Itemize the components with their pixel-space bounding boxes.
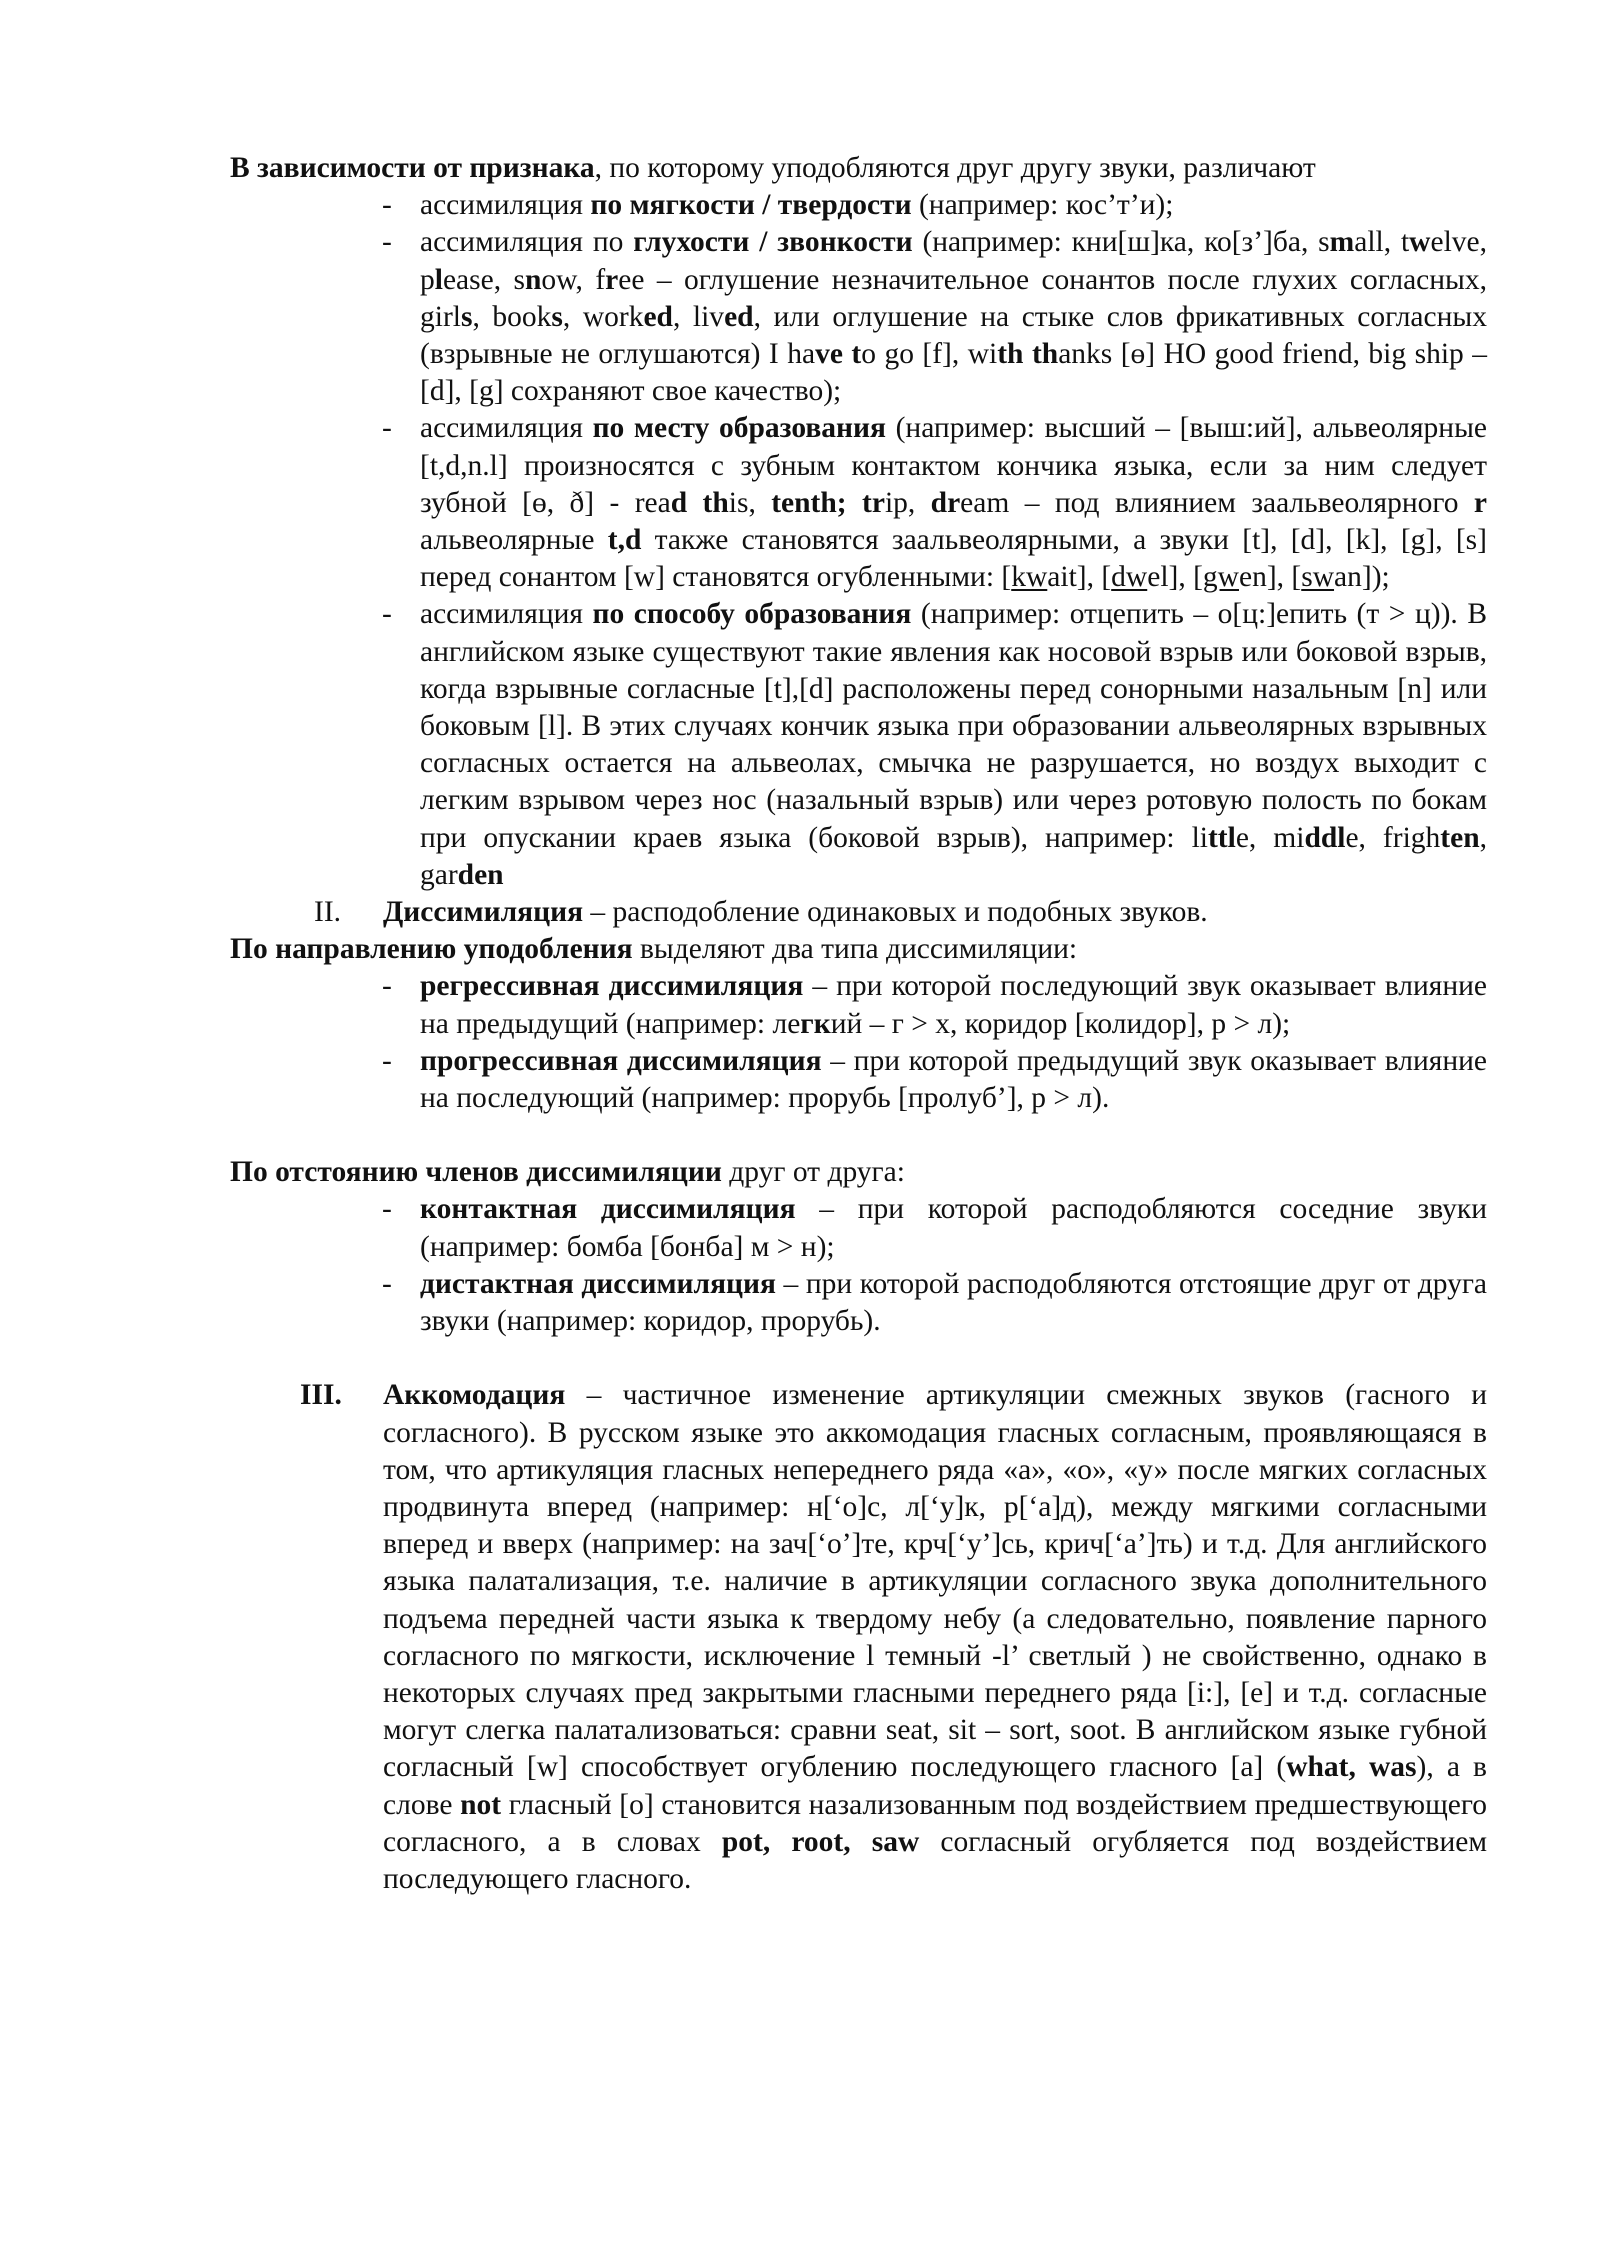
bold-run: w <box>1409 226 1431 259</box>
list-item <box>420 410 1487 596</box>
bold-run: th <box>997 338 1024 371</box>
bold-run: n <box>524 263 542 296</box>
bold-run: прогрессивная диссимиляция <box>420 1044 822 1077</box>
text-run: ий – г > х, коридор [колидор], р > л); <box>830 1007 1291 1040</box>
bold-run: по мягкости / твердости <box>590 189 912 222</box>
list-item <box>420 968 1487 1042</box>
text-run: ), а в слове <box>383 1751 1487 1821</box>
list-item <box>420 596 1487 894</box>
intro-text: , по которому уподобляются друг другу звуки, различают <box>594 152 1316 184</box>
bold-run: ed <box>724 300 754 333</box>
bold-run: r <box>1473 486 1488 519</box>
text-run: ассимиляция <box>420 412 593 445</box>
text-run: – при которой расподобляются соседние звуки (например: бомба [бонба] м > н); <box>420 1193 1487 1263</box>
text-run: – при которой расподобляются отстоящие друг от друга звуки (например: коридор, прорубь). <box>420 1267 1488 1338</box>
text-run: ease, s <box>442 263 525 296</box>
text-run: ow, f <box>541 263 606 296</box>
underlined-run: dw <box>1111 561 1148 594</box>
distance-paragraph <box>230 1154 1487 1191</box>
text-run: o go [f], wi <box>861 338 998 371</box>
text-run: el], [ <box>1147 561 1203 594</box>
distance-text: друг от друга: <box>721 1156 905 1189</box>
text-run: elve, p <box>420 226 1487 296</box>
list-item <box>420 1043 1487 1117</box>
text-run: ait], [ <box>1047 561 1112 594</box>
bold-run: глухости / звонкости <box>633 226 913 259</box>
bold-run: гк <box>800 1007 831 1040</box>
intro-bold: В зависимости от признака <box>230 152 595 184</box>
text-run: en], [ <box>1238 561 1302 594</box>
text-run: – при которой последующий звук оказывает влияние на предыдущий (например: ле <box>420 970 1487 1040</box>
text-run: согласный огубляется под воздействием последующего гласного. <box>383 1825 1487 1895</box>
bold-run: контактная диссимиляция <box>420 1193 796 1226</box>
text-run: (например: отцепить – о[ц:]епить (т > ц)). В английском языке существуют такие явления как носовой взрыв или боковой взрыв, когда взрывные согласные [t],[d] расположены перед сонорными назальным [n] или боковым [l]. В этих случаях кончик языка при образовании альвеолярных взрывных согласных остается на альвеолах, смычка не разрушается, но воздух выходит с легким взрывом через нос (назальный взрыв) или через ротовую полость по бокам при опускании краев языка (боковой взрыв), например: li <box>420 598 1487 854</box>
list-item <box>420 187 1487 224</box>
text-run: ip, <box>884 486 931 519</box>
section-ii-heading <box>230 894 1487 931</box>
bold-run: not <box>460 1788 502 1821</box>
bold-run: регрессивная диссимиляция <box>420 970 804 1003</box>
text-run: – частичное изменение артикуляции смежных звуков (гасного и согласного). В русском языке это аккомодация гласных согласным, проявляющаяся в том, что артикуляция гласных непереднего ряда «а», «о», «у» после мягких согласных продвинута вперед (например: н[‘о]с, л[‘у]к, р[‘а]д), между мягкими согласными вперед и вверх (например: на зач[‘о’]те, крч[‘у’]сь, крич[‘а’]ть) и т.д. Для английского языка палатализация, т.е. наличие в артикуляции согласного звука дополнительного подъема передней части языка к твердому небу (а следовательно, появление парного согласного по мягкости, исключение l темный -l’ светлый ) не свойственно, однако в некоторых случаях пред закрытыми гласными переднего ряда [i:], [e] и т.д. согласные могут слегка палатализоваться: сравни seat, sit – sort, soot. В английском языке губной согласный [w] способствует огублению последующего гласного [a] ( <box>383 1379 1487 1784</box>
bold-run: ten <box>1440 821 1480 854</box>
bold-run: s <box>460 300 473 333</box>
text-run: альвеолярные <box>420 524 608 557</box>
paragraph-gap <box>230 1340 1487 1377</box>
bold-run: d th <box>670 486 729 519</box>
bold-run: what, was <box>1286 1751 1417 1784</box>
text-run: ассимиляция <box>420 189 591 222</box>
list-item <box>420 1191 1487 1265</box>
text-run: гласный [o] становится назализованным под воздействием предшествующего согласного, а в словах <box>383 1788 1487 1858</box>
bold-run: pot, root, saw <box>721 1825 920 1858</box>
assimilation-types-list <box>230 187 1487 894</box>
bold-run: s <box>551 300 563 333</box>
bold-run: дистактная диссимиляция <box>420 1267 777 1300</box>
section-numeral: III. <box>300 1379 342 1412</box>
text-run: , work <box>562 300 644 333</box>
bold-run: ve <box>815 338 843 371</box>
intro-paragraph <box>230 150 1487 187</box>
section-iii-paragraph <box>230 1377 1487 1898</box>
list-item <box>420 224 1487 410</box>
bold-run: th <box>1031 338 1059 371</box>
bold-run: ttl <box>1207 821 1236 854</box>
text-run: anks [ɵ] НО good friend, big ship – [d], [g] сохраняют свое качество); <box>420 338 1488 408</box>
direction-text: выделяют два типа диссимиляции: <box>632 933 1078 966</box>
distance-bold: По отстоянию членов диссимиляции <box>230 1156 722 1189</box>
bold-run: den <box>457 858 504 891</box>
text-run: e, mi <box>1235 821 1305 854</box>
list-item <box>420 1266 1487 1340</box>
text-run: e, frigh <box>1345 821 1441 854</box>
bold-run: t,d <box>607 524 642 557</box>
text-run: an]); <box>1334 561 1390 594</box>
text-run: также становятся заальвеолярными, а звуки [t], [d], [k], [g], [s] перед сонантом [w] становятся огубленными: [ <box>420 524 1487 594</box>
section-numeral: II. <box>314 896 342 929</box>
text-run: , gar <box>420 821 1487 891</box>
underlined-run: gw <box>1202 561 1239 594</box>
bold-run: m <box>1329 226 1355 259</box>
section-ii-text: – расподобление одинаковых и подобных звуков. <box>583 896 1208 929</box>
bold-run: ddl <box>1304 821 1346 854</box>
text-run: , book <box>472 300 552 333</box>
section-ii-title: Диссимиляция <box>383 896 584 929</box>
text-run: , или оглушение на стыке слов фрикативных согласных (взрывные не оглушаются) I ha <box>420 300 1487 371</box>
bold-run: ed <box>643 300 673 333</box>
paragraph-gap <box>230 1117 1487 1154</box>
bold-run: dr <box>930 486 961 519</box>
bold-run: t <box>851 338 862 371</box>
direction-list <box>230 968 1487 1117</box>
text-run: (например: высший – [выш:ий], альвеолярные [t,d,n.l] произносятся с зубным контактом кончика языка, если за ним следует зубной [ɵ, ð] - rea <box>420 412 1487 519</box>
text-run: all, t <box>1354 226 1410 259</box>
text-run <box>1023 338 1031 370</box>
text-run: eam – под влиянием заальвеолярного <box>960 486 1474 519</box>
bold-run: tenth; tr <box>771 486 885 519</box>
direction-paragraph <box>230 931 1487 968</box>
text-run: ассимиляция <box>420 598 593 631</box>
text-run: ee – оглушение незначительное сонантов после глухих согласных, girl <box>420 263 1487 333</box>
bold-run: l <box>434 263 443 296</box>
direction-bold: По направлению уподобления <box>230 933 633 966</box>
section-iii-title: Аккомодация <box>383 1379 566 1412</box>
distance-list <box>230 1191 1487 1340</box>
bold-run: r <box>605 263 619 296</box>
text-run: (например: кни[ш]ка, ко[з’]ба, s <box>912 226 1330 259</box>
underlined-run: sw <box>1301 561 1335 594</box>
bold-run: по способу образования <box>592 598 912 631</box>
text-run: – при которой предыдущий звук оказывает влияние на последующий (например: прорубь [пролуб’], р > л). <box>420 1044 1487 1115</box>
text-run: , liv <box>672 300 725 333</box>
text-run: is, <box>728 486 772 519</box>
text-run: ассимиляция по <box>420 226 634 259</box>
text-run: (например: кос’т’и); <box>911 189 1174 222</box>
bold-run: по месту образования <box>592 412 886 445</box>
underlined-run: kw <box>1011 561 1048 594</box>
